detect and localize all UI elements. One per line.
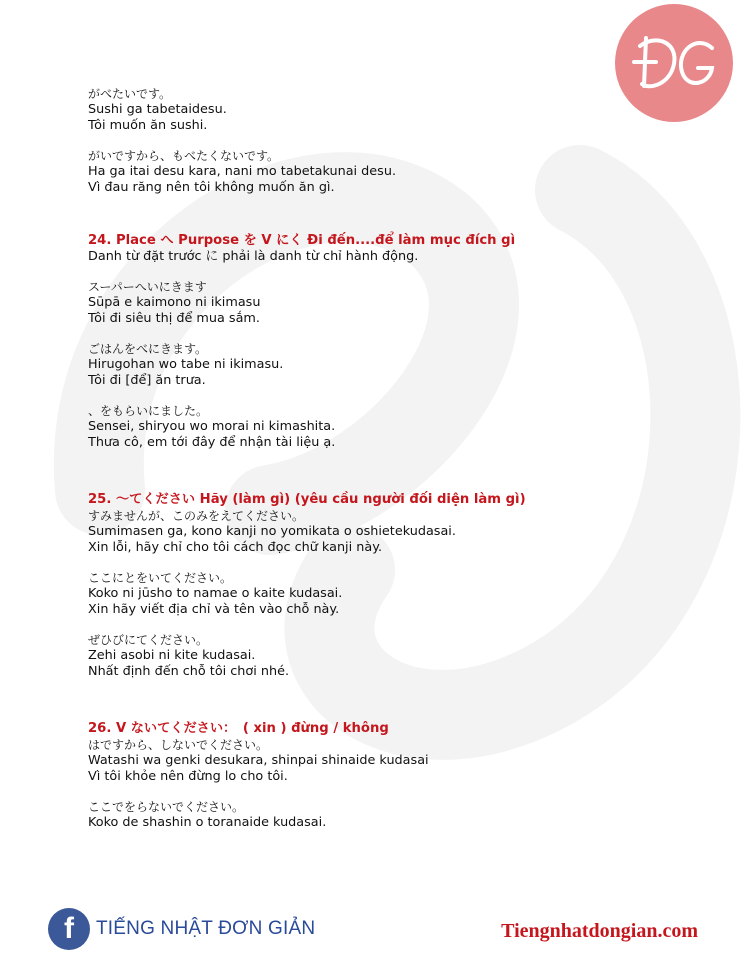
facebook-brand-link[interactable] [48,908,315,950]
romaji-line: Hirugohan wo tabe ni ikimasu. [88,357,284,372]
vietnamese-line: Vì đau răng nên tôi không muốn ăn gì. [88,180,335,195]
text-block [88,632,708,680]
japanese-line: すみませんが、このみをえてください。 [88,509,305,523]
japanese-line: ここでをらないでください。 [88,800,245,814]
brand-name: TIẾNG NHẬT ĐƠN GIẢN [96,918,316,939]
romaji-line: Koko de shashin o toranaide kudasai. [88,815,327,830]
japanese-line: ここにとをいてください。 [88,571,233,585]
section-title-24: 24. Place へ Purpose を V にく Đi đến....để làm mục đích gì [88,233,516,248]
romaji-line: Sensei, shiryou wo morai ni kimashita. [88,419,336,434]
vietnamese-line: Xin hãy viết địa chỉ và tên vào chỗ này. [88,602,340,617]
romaji-line: Zehi asobi ni kite kudasai. [88,648,256,663]
romaji-line: Ha ga itai desu kara, nani mo tabetakunai desu. [88,164,397,179]
vietnamese-line: Tôi đi [để] ăn trưa. [88,373,206,388]
text-block [88,341,708,389]
vietnamese-line: Nhất định đến chỗ tôi chơi nhé. [88,664,290,679]
note-line: Danh từ đặt trước に phải là danh từ chỉ hành động. [88,249,419,264]
text-block [88,508,708,556]
vietnamese-line: Tôi đi siêu thị để mua sắm. [88,311,260,326]
document-body [88,86,708,845]
text-block [88,737,708,785]
text-block [88,279,708,327]
vietnamese-line: Tôi muốn ăn sushi. [88,118,208,133]
romaji-line: Sushi ga tabetaidesu. [88,102,227,117]
japanese-line: はですから、しないでください。 [88,738,269,752]
japanese-line: スーパーへいにきます [88,280,207,294]
vietnamese-line: Xin lỗi, hãy chỉ cho tôi cách đọc chữ kanji này. [88,540,383,555]
website-link[interactable]: Tiengnhatdongian.com [501,920,698,942]
romaji-line: Koko ni jūsho to namae o kaite kudasai. [88,586,343,601]
japanese-line: がべたいです。 [88,87,172,101]
text-block [88,799,708,831]
japanese-line: がいですから、もべたくないです。 [88,149,280,163]
facebook-icon[interactable]: f [48,908,90,950]
section-title-25: 25. ～てください Hãy (làm gì) (yêu cầu người đối diện làm gì) [88,492,526,507]
japanese-line: ごはんをべにきます。 [88,342,208,356]
vietnamese-line: Thưa cô, em tới đây để nhận tài liệu ạ. [88,435,336,450]
romaji-line: Sumimasen ga, kono kanji no yomikata o oshietekudasai. [88,524,456,539]
japanese-line: 、をもらいにました。 [88,404,209,418]
text-block [88,86,708,134]
text-block [88,249,708,265]
section-title-26: 26. V ないてください： ( xin ) đừng / không [88,721,389,736]
text-block [88,570,708,618]
text-block [88,403,708,451]
text-block [88,148,708,196]
romaji-line: Watashi wa genki desukara, shinpai shinaide kudasai [88,753,429,768]
vietnamese-line: Vì tôi khỏe nên đừng lo cho tôi. [88,769,288,784]
japanese-line: ぜひびにてください。 [88,633,209,647]
romaji-line: Sūpā e kaimono ni ikimasu [88,295,261,310]
